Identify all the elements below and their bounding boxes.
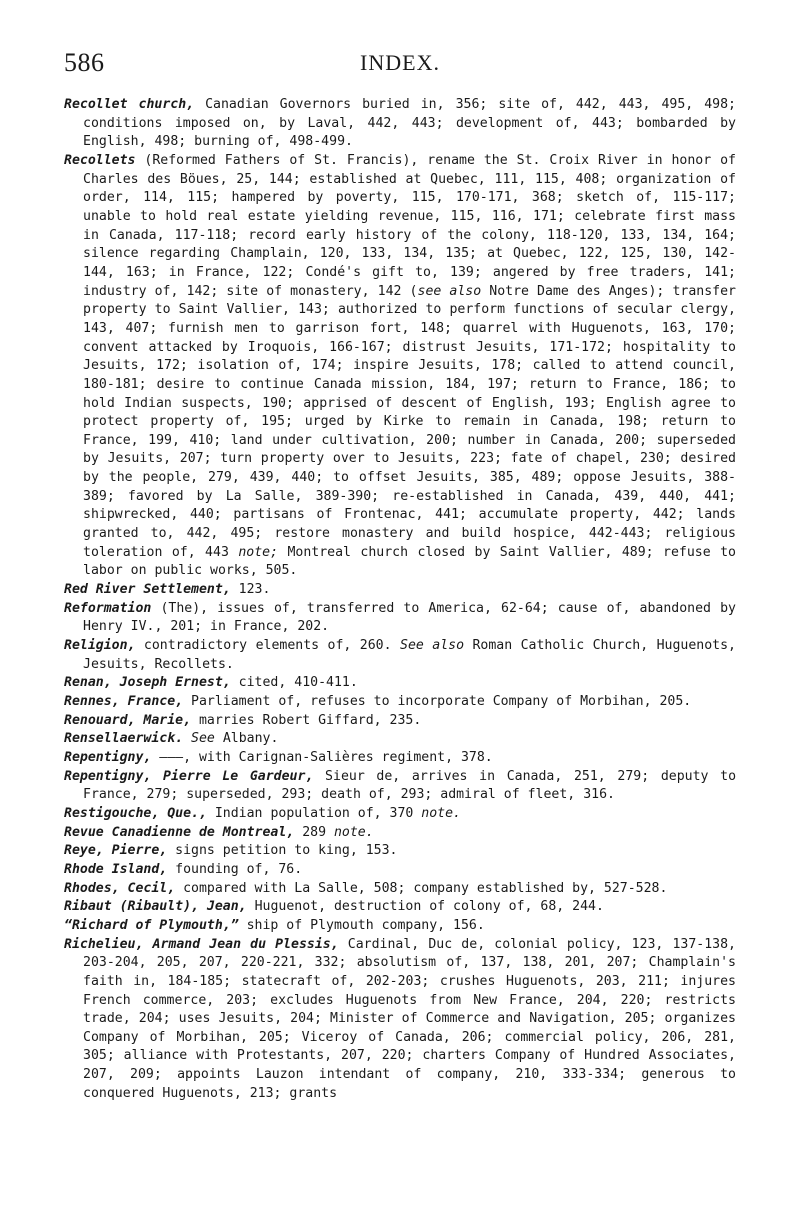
running-head: INDEX. bbox=[360, 50, 440, 75]
index-entries bbox=[64, 96, 736, 1103]
entry-text: Indian population of, 370 bbox=[206, 805, 422, 821]
entry-headword: Religion, bbox=[64, 638, 136, 654]
entry-italic-text: see also bbox=[417, 283, 482, 299]
entry-text: Cardinal, Duc de, colonial policy, 123, 137-138, 203-204, 205, 207, 220-221, 332; absolutism of, 137, 138, 201, 207; Champlain's faith in, 184-185; statecraft of, 202-203; crushes Huguenots, 203, 211; injures French commerce, 203; excludes Huguenots from New France, 204, 220; restricts trade, 204; uses Jesuits, 204; Minister of Commerce and Navigation, 205; organizes Company of Morbihan, 205; Viceroy of Canada, 206; commercial policy, 206, 281, 305; alliance with Protestants, 207, 220; charters Company of Hundred Associates, 207, 209; appoints Lauzon intendant of company, 210, 333-334; generous to conquered Huguenots, 213; grants bbox=[83, 936, 736, 1101]
entry-headword: Rhodes, Cecil, bbox=[64, 880, 176, 896]
entry-text: Canadian Governors buried in, 356; site of, 442, 443, 495, 498; conditions imposed on, by Laval, 442, 443; development of, 443; bombarded by English, 498; burning of, 498-499. bbox=[83, 97, 736, 150]
entry-headword: Recollets bbox=[64, 152, 136, 168]
index-entry bbox=[64, 581, 736, 600]
entry-headword: Ribaut (Ribault), Jean, bbox=[64, 899, 247, 915]
entry-text: Sieur de, arrives in Canada, 251, 279; deputy to France, 279; superseded, 293; death of, 293; admiral of fleet, 316. bbox=[83, 768, 737, 803]
entry-headword: Revue Canadienne de Montreal, bbox=[64, 824, 295, 840]
entry-text: signs petition to king, 153. bbox=[167, 843, 398, 859]
entry-italic-text: See also bbox=[400, 638, 465, 654]
entry-italic-text: note. bbox=[333, 824, 374, 840]
entry-headword: Repentigny, bbox=[64, 749, 152, 765]
index-entry bbox=[64, 637, 736, 674]
index-entry bbox=[64, 674, 736, 693]
entry-text: Notre Dame des Anges); transfer property to Saint Vallier, 143; authorized to perform functions of secular clergy, 143, 407; furnish men to garrison fort, 148; quarrel with Huguenots, 163, 170; convent attacked by Iroquois, 166-167; distrust Jesuits, 171-172; hospitality to Jesuits, 172; isolation of, 174; inspire Jesuits, 178; called to attend council, 180-181; desire to continue Canada mission, 184, 197; return to France, 186; to hold Indian suspects, 190; apprised of descent of English, 193; English agree to protect property of, 195; urged by Kirke to remain in Canada, 198; return to France, 199, 410; land under cultivation, 200; number in Canada, 200; superseded by Jesuits, 207; turn property over to Jesuits, 223; fate of chapel, 230; desired by the people, 279, 439, 440; to offset Jesuits, 385, 489; oppose Jesuits, 388-389; favored by La Salle, 389-390; re-established in Canada, 439, 440, 441; shipwrecked, 440; partisans of Frontenac, 441; accumulate property, 442; lands granted to, 442, 495; restore monastery and build hospice, 442-443; religious toleration of, 443 bbox=[83, 283, 736, 560]
entry-headword: Rensellaerwick. bbox=[64, 731, 184, 747]
entry-headword: Repentigny, Pierre Le Gardeur, bbox=[64, 768, 314, 784]
index-entry bbox=[64, 824, 736, 843]
entry-text: compared with La Salle, 508; company established by, 527-528. bbox=[175, 880, 668, 896]
entry-headword: Reye, Pierre, bbox=[64, 843, 168, 859]
entry-text: Montreal church closed by Saint Vallier, 489; refuse to labor on public works, 505. bbox=[83, 544, 736, 579]
entry-text bbox=[183, 731, 191, 746]
index-entry bbox=[64, 600, 736, 637]
index-entry bbox=[64, 712, 736, 731]
entry-headword: Renan, Joseph Ernest, bbox=[64, 675, 231, 691]
index-entry bbox=[64, 898, 736, 917]
index-entry bbox=[64, 936, 736, 1104]
entry-text: Albany. bbox=[214, 731, 279, 747]
entry-text: contradictory elements of, 260. bbox=[135, 638, 400, 654]
index-entry bbox=[64, 880, 736, 899]
index-entry bbox=[64, 152, 736, 581]
entry-text: Huguenot, destruction of colony of, 68, 244. bbox=[246, 899, 604, 915]
entry-text: Roman Catholic Church, Huguenots, Jesuits, Recollets. bbox=[83, 638, 736, 672]
entry-text: 123. bbox=[230, 582, 271, 598]
entry-text: ship of Plymouth company, 156. bbox=[238, 917, 485, 933]
entry-headword: Rennes, France, bbox=[64, 694, 184, 709]
entry-text: (Reformed Fathers of St. Francis), rename the St. Croix River in honor of Charles des Böues, 25, 144; established at Quebec, 111, 115, 408; organization of order, 114, 115; hampered by poverty, 115, 170-171, 368; sketch of, 115-117; unable to hold real estate yielding revenue, 115, 116, 171; celebrate first mass in Canada, 117-118; record early history of the colony, 118-120, 133, 134, 164; silence regarding Champlain, 120, 133, 134, 135; at Quebec, 122, 125, 130, 142-144, 163; in France, 122; Condé's gift to, 139; angered by free traders, 141; industry of, 142; site of monastery, 142 ( bbox=[83, 152, 736, 299]
entry-headword: Reformation bbox=[64, 600, 152, 616]
index-entry bbox=[64, 805, 736, 824]
entry-text: (The), issues of, transferred to America, 62-64; cause of, abandoned by Henry IV., 201; in France, 202. bbox=[83, 600, 736, 635]
index-entry bbox=[64, 749, 736, 768]
index-entry bbox=[64, 730, 736, 749]
page-number: 586 bbox=[64, 48, 105, 77]
entry-text: Parliament of, refuses to incorporate Company of Morbihan, 205. bbox=[183, 694, 692, 709]
entry-text: marries Robert Giffard, 235. bbox=[191, 712, 422, 728]
page-header bbox=[64, 48, 736, 84]
entry-headword: “Richard of Plymouth,” bbox=[64, 917, 239, 933]
entry-headword: Rhode Island, bbox=[64, 861, 168, 877]
entry-headword: Renouard, Marie, bbox=[64, 712, 192, 728]
entry-text: cited, 410-411. bbox=[230, 675, 358, 691]
entry-italic-text: note. bbox=[421, 805, 461, 821]
entry-headword: Richelieu, Armand Jean du Plessis, bbox=[64, 936, 339, 952]
index-entry bbox=[64, 861, 736, 880]
entry-headword: Red River Settlement, bbox=[64, 582, 231, 598]
entry-headword: Restigouche, Que., bbox=[64, 805, 207, 821]
entry-text: ———, with Carignan-Salières regiment, 378. bbox=[151, 749, 493, 765]
entry-headword: Recollet church, bbox=[64, 97, 195, 112]
index-entry bbox=[64, 917, 736, 936]
index-entry bbox=[64, 768, 736, 805]
index-entry bbox=[64, 842, 736, 861]
index-entry bbox=[64, 693, 736, 712]
entry-text: founding of, 76. bbox=[167, 861, 303, 877]
index-entry bbox=[64, 96, 736, 152]
entry-text: 289 bbox=[294, 824, 334, 840]
entry-italic-text: note; bbox=[238, 544, 279, 560]
entry-italic-text: See bbox=[191, 731, 215, 747]
